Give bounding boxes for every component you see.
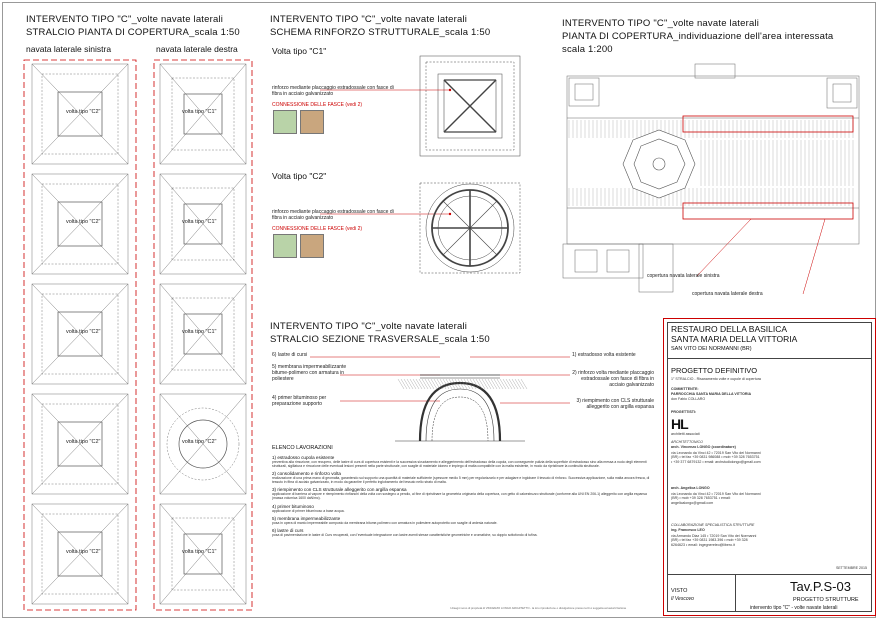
label-left-aisle-roof: copertura navata laterale sinistra bbox=[647, 273, 720, 279]
tb-tav: Tav.P.S-03 bbox=[790, 579, 851, 594]
left-panel-title: INTERVENTO TIPO "C"_volte navate laterali bbox=[26, 14, 224, 25]
lavorazione-item bbox=[272, 504, 657, 513]
lavorazione-title: 6) lastre di curs bbox=[272, 527, 304, 533]
section-label-6: 6) lastre di cursi bbox=[272, 352, 308, 358]
section-label-5: 5) membrana impermeabilizzante bitume-polimero con armatura in poliestere bbox=[272, 364, 347, 382]
left-vault-label: volta tipo "C2" bbox=[66, 439, 101, 445]
lavorazione-title: 2) consolidamento e rinforzo volta bbox=[272, 471, 341, 477]
tb-strutture-label: COLLABORAZIONE SPECIALISTICA STRUTTURE bbox=[671, 523, 755, 527]
right-panel-subtitle: PIANTA DI COPERTURA_individuazione dell'area interessata bbox=[562, 31, 834, 42]
tb-committente-sub: don Fabio COLLARO bbox=[671, 397, 706, 401]
tb-architettonico: ARCHITETTONICO bbox=[671, 440, 703, 444]
tb-arch1: arch. Vincenzo LONGO (coordinatore) bbox=[671, 445, 736, 449]
tb-location: SAN VITO DEI NORMANNI (BR) bbox=[671, 346, 752, 352]
left-panel-subtitle: STRALCIO PIANTA DI COPERTURA_scala 1:50 bbox=[26, 27, 240, 38]
tb-divider-1 bbox=[668, 358, 871, 359]
c1-connessione: CONNESSIONE DELLE FASCE (vedi 2) bbox=[272, 102, 363, 108]
c2-label: Volta tipo "C2" bbox=[272, 171, 327, 181]
tb-ing: ing. Francesco LEO bbox=[671, 528, 705, 532]
col-right-label: navata laterale destra bbox=[156, 44, 238, 54]
roof-plan-drawing bbox=[555, 58, 873, 304]
label-right-aisle-roof: copertura navata laterale destra bbox=[692, 291, 763, 297]
right-vault-label: volta tipo "C1" bbox=[182, 329, 217, 335]
right-panel-title: INTERVENTO TIPO "C"_volte navate laterali bbox=[562, 18, 760, 29]
left-vault-label: volta tipo "C2" bbox=[66, 329, 101, 335]
lavorazione-title: 3) riempimento con CLS strutturale alleggerito con argilla espansa bbox=[272, 487, 407, 493]
left-vault-label: volta tipo "C2" bbox=[66, 219, 101, 225]
mid-panel-subtitle: SCHEMA RINFORZO STRUTTURALE_scala 1:50 bbox=[270, 27, 491, 38]
tb-phase-sub: 1° STRALCIO - Risanamento volte e cupole di copertura bbox=[671, 377, 761, 381]
section-label-1: 1) estradosso volta esistente bbox=[572, 352, 636, 358]
section-subtitle: STRALCIO SEZIONE TRASVERSALE_scala 1:50 bbox=[270, 334, 490, 345]
col-left-label: navata laterale sinistra bbox=[26, 44, 112, 54]
section-title: INTERVENTO TIPO "C"_volte navate laterali bbox=[270, 321, 468, 332]
lavorazione-body: preventiva alla rimozione, con recupero, delle lastre di curs di copertura esistenti e la successiva sivuotamento e alleggerimento dell'estradosso della cupola, con conseguente pulizia della superficie di estradosso sino alla messa a nudo degli elementi strutturali, sigillatura e rimozione delle eventuali lesioni presenti nella parte strutturale, con scaglie di materiale idoneo e impiego di malta compatibile con la malta esistente, in modo da ripristinare la continuità strutturale. bbox=[272, 460, 647, 469]
lavorazione-body: applicazione di primer bituminoso a base acqua. bbox=[272, 508, 345, 513]
left-vault-label: volta tipo "C2" bbox=[66, 549, 101, 555]
lavorazione-body: realizzazione di una prima mano di geomalta, garantendo sul supporto una quantità di materiale sufficiente (spessore medio 5 mm) per regolarizzarlo e per adagiare e inglobare il tessuto di rinforzo. Successiva applicazione, sulla malta ancora fresca, di tessuto in fibra di acciaio galvanizzato, in modo da garantire il perfetto inglobamento del tessuto nello strato di malta. bbox=[272, 476, 650, 485]
footer-note: I disegni sono di proprietà di VINCENZO LONGO ARCHITETTO - la loro riproduzione o divulgazione presso terzi è soggetta ad autorizzazione bbox=[450, 606, 627, 610]
lavorazione-title: 5) membrana impermeabilizzante bbox=[272, 515, 341, 521]
tb-logo: HL bbox=[671, 416, 688, 432]
c2-reinforce-note: rinforzo mediante placcaggio estradossale con fasce di fibra in acciaio galvanizzato bbox=[272, 209, 394, 221]
lavorazione-item bbox=[272, 487, 657, 500]
tb-progettisti-label: PROGETTISTI: bbox=[671, 410, 697, 414]
right-vault-label: volta tipo "C2" bbox=[182, 439, 217, 445]
lavorazioni-heading: ELENCO LAVORAZIONI bbox=[272, 445, 333, 451]
lavorazione-body: posa di pavimentazione in lastre di Curs recuperati, con l'eventuale integrazione con lastre aventi stesse caratteristiche geometriche e cromatiche, su doppio sottofondo di tufina. bbox=[272, 532, 538, 537]
mid-panel-title: INTERVENTO TIPO "C"_volte navate laterali bbox=[270, 14, 468, 25]
reinforcement-scheme-drawing bbox=[260, 48, 550, 278]
tb-arch2: arch. Angelica LONGO bbox=[671, 486, 710, 490]
tb-committente: PARROCCHIA SANTA MARIA DELLA VITTORIA bbox=[671, 392, 752, 396]
tb-arch2-details: via Leonardo da Vinci 42 • 72019 San Vito dei Normanni (BR) • mob +39 328 7653751 • email: angelicalongo@gmail.com bbox=[671, 492, 761, 505]
tb-project-line2: SANTA MARIA DELLA VITTORIA bbox=[671, 334, 798, 344]
c2-connessione: CONNESSIONE DELLE FASCE (vedi 2) bbox=[272, 226, 363, 232]
tb-logo-sub: architetti associati bbox=[671, 432, 700, 436]
lavorazione-title: 4) primer bituminoso bbox=[272, 503, 314, 509]
lavorazione-body: applicazione di barriera al vapore e riempimento rinfianchi della volta con sostegno a pendio, al fine di ripristinare la geometria originaria della copertura, con getto di calcestruzzo strutturale (conforme alla UNI EN 206-1) alleggerito con argilla espansa (massa volumica 1600 daN/mc). bbox=[272, 492, 647, 501]
tb-date: SETTEMBRE 2015 bbox=[836, 566, 867, 570]
right-vault-label: volta tipo "C1" bbox=[182, 219, 217, 225]
lavorazione-item bbox=[272, 528, 657, 537]
tb-visto-sub: Il Vescovo bbox=[671, 596, 694, 602]
right-vault-label: volta tipo "C1" bbox=[182, 109, 217, 115]
tb-tav-desc: intervento tipo "C" - volte navate laterali bbox=[750, 605, 838, 611]
right-vault-label: volta tipo "C1" bbox=[182, 549, 217, 555]
tb-arch1-details: via Leonardo da Vinci 42 • 72019 San Vito dei Normanni (BR) • tel fax +39 0831 986088 • mob +39 328 7653751 • +39 377 6879132 • email: archstudiolongo@gmail.com bbox=[671, 451, 761, 464]
left-vault-label: volta tipo "C2" bbox=[66, 109, 101, 115]
tb-ing-details: via Armando Diaz 145 • 72019 San Vito dei Normanni (BR) • tel fax +39 0831 1983.396 • mob +39 328 6264623 • email: ingegnereleo@libero.it bbox=[671, 534, 757, 547]
right-panel-scale: scala 1:200 bbox=[562, 44, 613, 55]
section-label-4: 4) primer bituminoso per preparazione supporto bbox=[272, 395, 327, 407]
section-label-3: 3) riempimento con CLS strutturale alleggerito con argilla espansa bbox=[576, 398, 654, 410]
tb-divider-3 bbox=[735, 574, 736, 611]
cross-section-drawing bbox=[270, 345, 660, 445]
tb-phase: PROGETTO DEFINITIVO bbox=[671, 366, 758, 375]
lavorazione-title: 1) estradosso cupola esistente bbox=[272, 455, 335, 460]
lavorazione-item bbox=[272, 471, 657, 484]
lavorazione-body: posa in opera di manto impermeabile composto da membrana bitume-polimero con armatura in poliestere autoprotetto con scaglie di ardesia naturale. bbox=[272, 520, 498, 525]
tb-committente-label: COMMITTENTE: bbox=[671, 387, 699, 391]
tb-tav-sub: PROGETTO STRUTTURE bbox=[793, 597, 859, 603]
c1-label: Volta tipo "C1" bbox=[272, 46, 327, 56]
aisle-plan-drawing bbox=[20, 56, 260, 616]
lavorazione-item bbox=[272, 516, 657, 525]
tb-visto: VISTO bbox=[671, 588, 688, 594]
lavorazioni-list bbox=[272, 445, 657, 615]
section-label-2: 2) rinforzo volta mediante placcaggio estradossale con fasce di fibra in acciaio galvanizzato bbox=[572, 370, 654, 388]
c1-reinforce-note: rinforzo mediante placcaggio estradossale con fasce di fibra in acciaio galvanizzato bbox=[272, 85, 394, 97]
tb-project-line1: RESTAURO DELLA BASILICA bbox=[671, 324, 788, 334]
tb-divider-2 bbox=[668, 574, 871, 575]
lavorazione-item bbox=[272, 455, 657, 468]
